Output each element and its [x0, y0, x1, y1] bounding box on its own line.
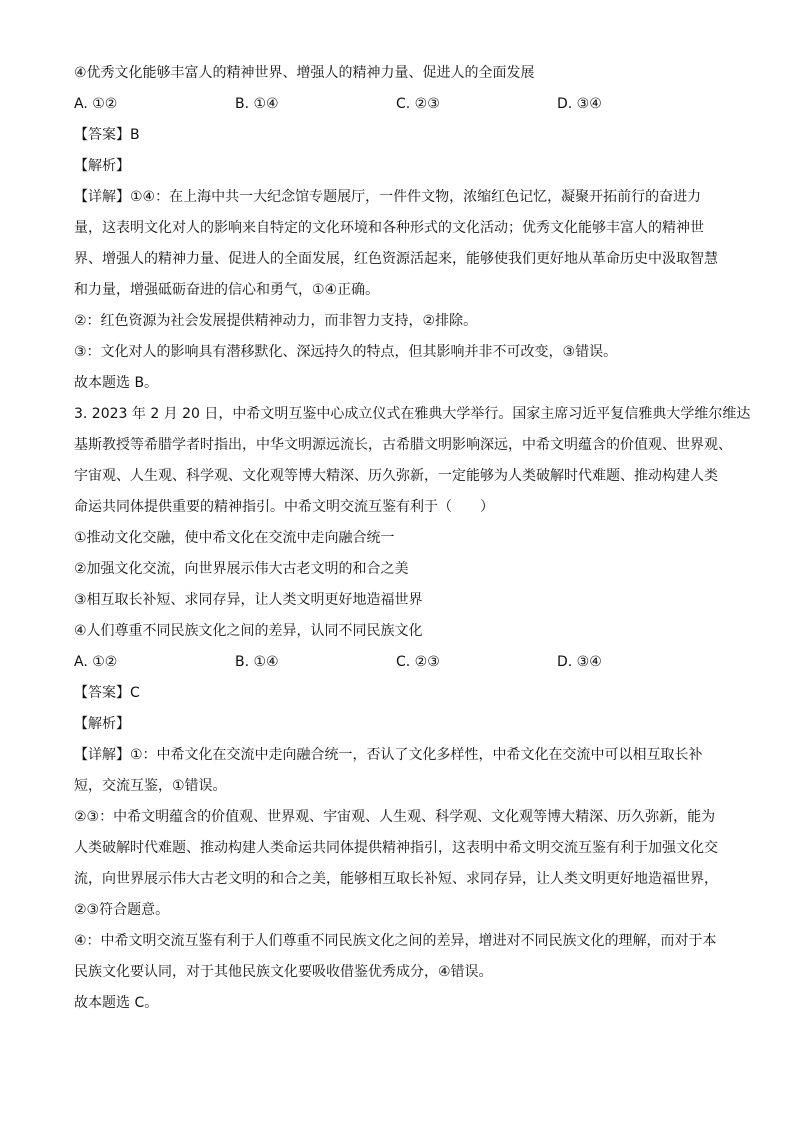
q3-option-d: D. ③④: [557, 654, 602, 670]
q2-detail: [74, 186, 734, 301]
q2-option-b: B. ①④: [235, 96, 279, 112]
q2-detail-3: ③：文化对人的影响具有潜移默化、深远持久的特点，但其影响并非不可改变，③错误。: [74, 344, 618, 360]
q3-option-c: C. ②③: [396, 654, 440, 670]
q3-answer-label: 【答案】: [74, 685, 130, 701]
q3-detail-2: [74, 806, 734, 921]
q2-answer-label: 【答案】: [74, 127, 130, 143]
q3-stem-line-4: 命运共同体提供重要的精神指引。中希文明交流互鉴有利于（ ）: [74, 499, 494, 515]
q2-item-4: ④优秀文化能够丰富人的精神世界、增强人的精神力量、促进人的全面发展: [74, 65, 535, 81]
q3-stem: [74, 403, 751, 518]
q3-answer-value: C: [130, 685, 140, 701]
q2-analysis-label: 【解析】: [74, 158, 130, 174]
q2-options: [74, 93, 734, 115]
q3-analysis-label: 【解析】: [74, 716, 130, 732]
q2-conclusion: 故本题选 B。: [74, 375, 159, 391]
q3-item-4: ④人们尊重不同民族文化之间的差异，认同不同民族文化: [74, 623, 423, 639]
q3-options: [74, 651, 734, 673]
q3-detail-1: [74, 744, 734, 797]
q3-stem-line-1: 3. 2023 年 2 月 20 日，中希文明互鉴中心成立仪式在雅典大学举行。国家主席习近平复信雅典大学维尔维达: [74, 406, 751, 422]
q3-stem-line-3: 宇宙观、人生观、科学观、文化观等博大精深、历久弥新，一定能够为人类破解时代难题、推动构建人类: [74, 468, 718, 484]
q3-detail-1-text-1: ①：中希文化在交流中走向融合统一，否认了文化多样性，中希文化在交流中可以相互取长补: [130, 747, 703, 763]
q3-detail-1-line-1: [74, 744, 734, 766]
q3-detail-2-line-1: ②③：中希文明蕴含的价值观、世界观、宇宙观、人生观、科学观、文化观等博大精深、历久弥新，能为: [74, 809, 716, 825]
q3-detail-3-line-2: 民族文化要认同，对于其他民族文化要吸收借鉴优秀成分，④错误。: [74, 964, 493, 980]
q3-item-1: ①推动文化交融，使中希文化在交流中走向融合统一: [74, 530, 395, 546]
q3-detail-label: 【详解】: [74, 747, 130, 763]
q3-conclusion: 故本题选 C。: [74, 995, 159, 1011]
q2-detail-line-2: 量，这表明文化对人的影响来自特定的文化环境和各种形式的文化活动；优秀文化能够丰富人的精神世: [74, 220, 704, 236]
q2-detail-label: 【详解】: [74, 189, 130, 205]
q3-answer: [74, 682, 734, 704]
q2-answer: [74, 124, 734, 146]
q2-option-d: D. ③④: [557, 96, 602, 112]
q3-detail-3-line-1: ④：中希文明交流互鉴有利于人们尊重不同民族文化之间的差异，增进对不同民族文化的理解，而对于本: [74, 933, 717, 949]
q3-option-a: A. ①②: [74, 654, 118, 670]
q2-detail-text-1: ①④：在上海中共一大纪念馆专题展厅，一件件文物，浓缩红色记忆，凝聚开拓前行的奋进力: [130, 189, 702, 205]
q2-option-c: C. ②③: [396, 96, 440, 112]
q2-detail-2: ②：红色资源为社会发展提供精神动力，而非智力支持，②排除。: [74, 313, 478, 329]
q3-detail-2-line-3: 流，向世界展示伟大古老文明的和合之美，能够相互取长补短、求同存异，让人类文明更好地造福世界，: [74, 871, 718, 887]
q3-item-3: ③相互取长补短、求同存异，让人类文明更好地造福世界: [74, 592, 423, 608]
q3-detail-1-line-2: 短，交流互鉴，①错误。: [74, 778, 227, 794]
q2-detail-line-3: 界、增强人的精神力量、促进人的全面发展，红色资源活起来，能够使我们更好地从革命历史中汲取智慧: [74, 251, 718, 267]
q3-detail-3: [74, 930, 734, 983]
q3-stem-line-2: 基斯教授等希腊学者时指出，中华文明源远流长，古希腊文明影响深远，中希文明蕴含的价值观、世界观、: [74, 437, 732, 453]
q3-option-b: B. ①④: [235, 654, 279, 670]
q3-item-2: ②加强文化交流，向世界展示伟大古老文明的和合之美: [74, 561, 409, 577]
q3-detail-2-line-4: ②③符合题意。: [74, 902, 170, 918]
q3-detail-2-line-2: 人类破解时代难题、推动构建人类命运共同体提供精神指引，这表明中希文明交流互鉴有利于加强文化交: [74, 840, 718, 856]
document-page: [74, 62, 751, 1014]
q2-answer-value: B: [130, 127, 140, 143]
q2-detail-line-1: [74, 186, 734, 208]
q2-option-a: A. ①②: [74, 96, 118, 112]
q2-detail-line-4: 和力量，增强砥砺奋进的信心和勇气，①④正确。: [74, 282, 380, 298]
